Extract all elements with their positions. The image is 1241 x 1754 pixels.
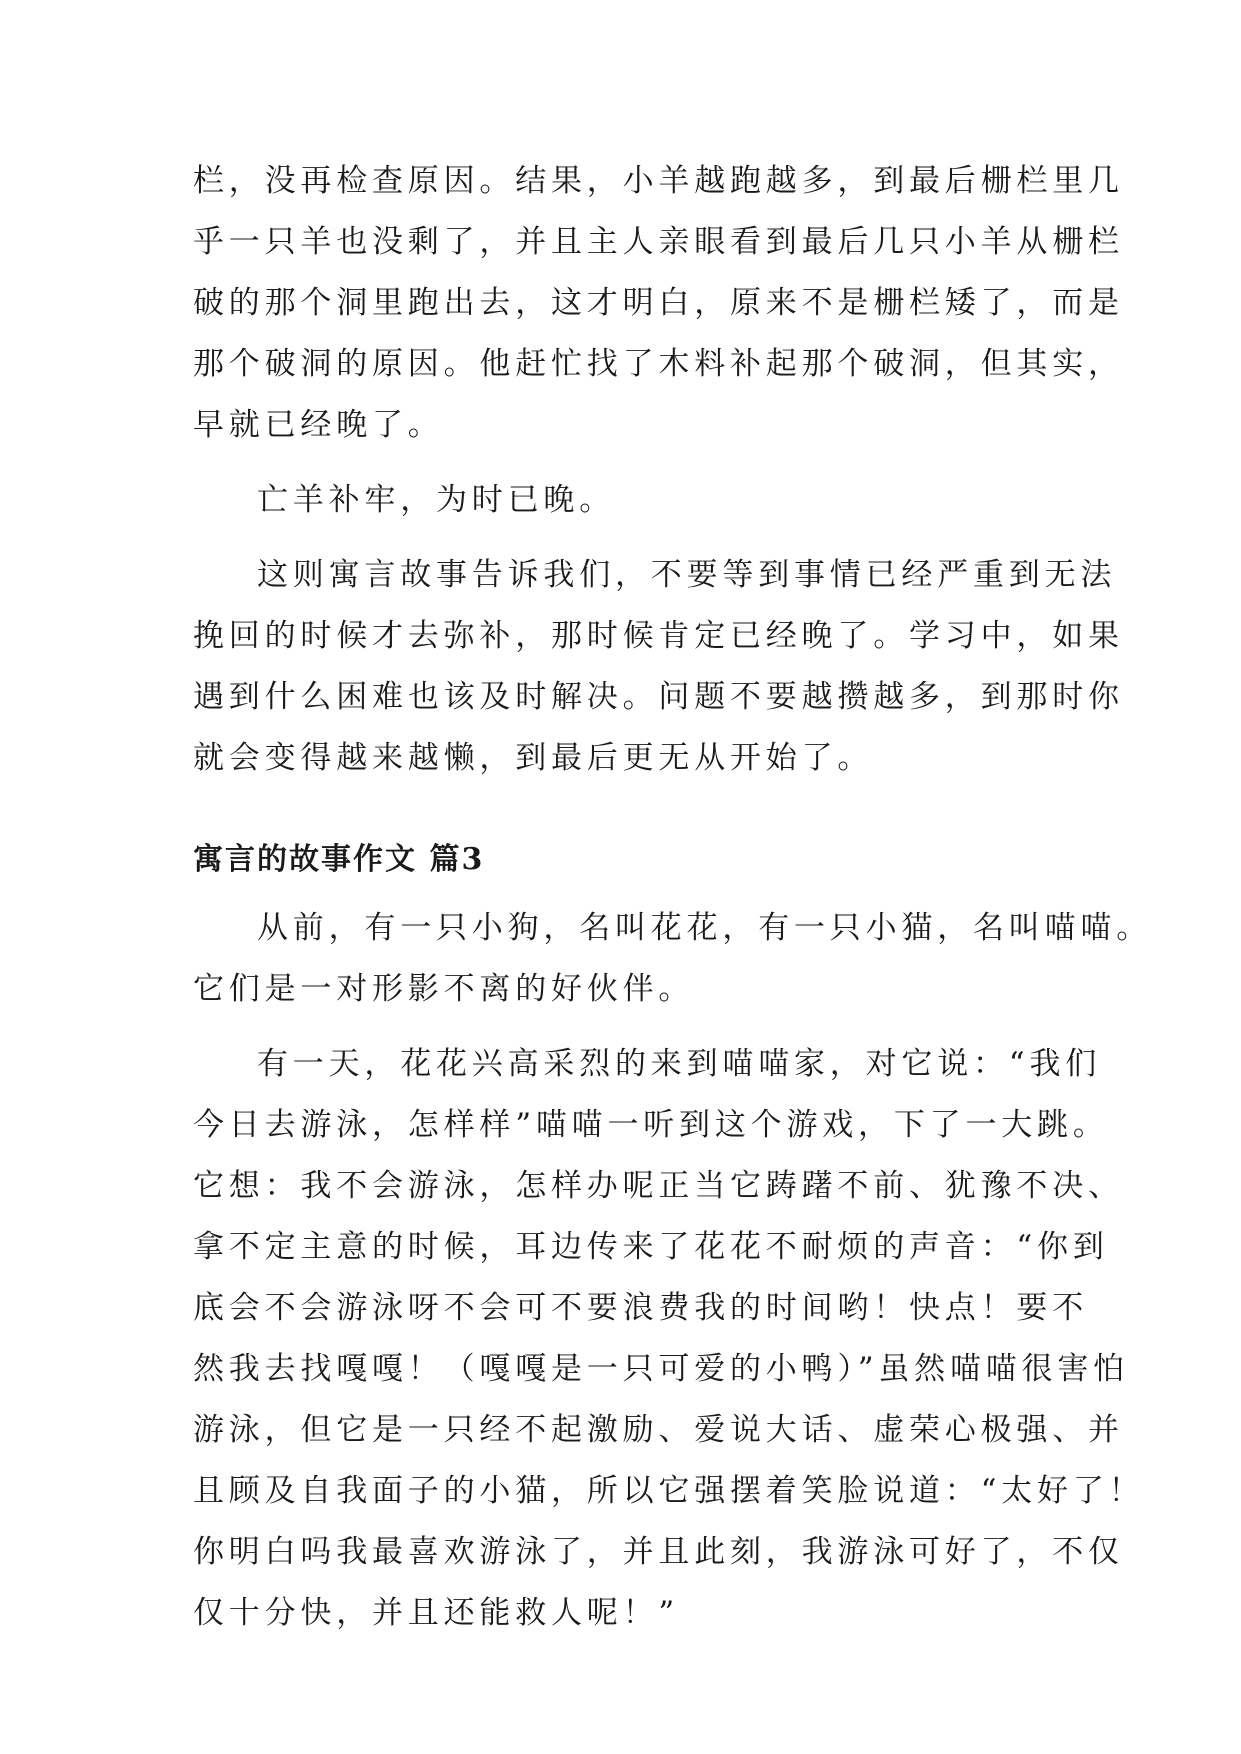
text-line: 且顾及自我面子的小猫，所以它强摆着笑脸说道：“太好了！ <box>193 1473 1145 1509</box>
text-line: 早就已经晚了。 <box>193 407 444 443</box>
text-line: 亡羊补牢，为时已晚。 <box>257 482 615 518</box>
text-line: 遇到什么困难也该及时解决。问题不要越攒越多，到那时你 <box>193 679 1124 715</box>
text-line: 挽回的时候才去弥补，那时候肯定已经晚了。学习中，如果 <box>193 618 1124 654</box>
paragraph-swimming-story <box>193 1034 1145 1644</box>
text-line: 今日去游泳，怎样样”喵喵一听到这个游戏，下了一大跳。 <box>193 1107 1109 1143</box>
text-line: 栏，没再检查原因。结果，小羊越跑越多，到最后栅栏里几 <box>193 163 1124 199</box>
text-line: 你明白吗我最喜欢游泳了，并且此刻，我游泳可好了，不仅 <box>193 1534 1124 1570</box>
text-line: 它想：我不会游泳，怎样办呢正当它踌躇不前、犹豫不决、 <box>193 1168 1124 1204</box>
text-line: 乎一只羊也没剩了，并且主人亲眼看到最后几只小羊从栅栏 <box>193 224 1124 260</box>
paragraph-moral-idiom <box>193 470 1063 531</box>
text-line: 游泳，但它是一只经不起激励、爱说大话、虚荣心极强、并 <box>193 1412 1124 1448</box>
paragraph-sheep-pen-ending <box>193 151 1124 456</box>
text-line: 仅十分快，并且还能救人呢！” <box>193 1595 680 1631</box>
document-page <box>193 151 1152 1658</box>
text-line: 那个破洞的原因。他赶忙找了木料补起那个破洞，但其实， <box>193 346 1124 382</box>
text-line: 拿不定主意的时候，耳边传来了花花不耐烦的声音：“你到 <box>193 1229 1109 1265</box>
text-line: 这则寓言故事告诉我们，不要等到事情已经严重到无法 <box>257 557 1117 593</box>
section-heading: 寓言的故事作文 篇3 <box>193 842 485 877</box>
paragraph-intro-friends <box>193 898 1152 1020</box>
text-line: 从前，有一只小狗，名叫花花，有一只小猫，名叫喵喵。 <box>257 910 1152 946</box>
text-line: 有一天，花花兴高采烈的来到喵喵家，对它说：“我们 <box>257 1046 1102 1082</box>
text-line: 底会不会游泳呀不会可不要浪费我的时间哟！快点！要不 <box>193 1290 1088 1326</box>
text-line: 破的那个洞里跑出去，这才明白，原来不是栅栏矮了，而是 <box>193 285 1124 321</box>
text-line: 它们是一对形影不离的好伙伴。 <box>193 971 695 1007</box>
text-line: 就会变得越来越懒，到最后更无从开始了。 <box>193 740 874 776</box>
text-line: 然我去找嘎嘎！（嘎嘎是一只可爱的小鸭）”虽然喵喵很害怕 <box>193 1351 1129 1387</box>
paragraph-lesson <box>193 545 1124 789</box>
